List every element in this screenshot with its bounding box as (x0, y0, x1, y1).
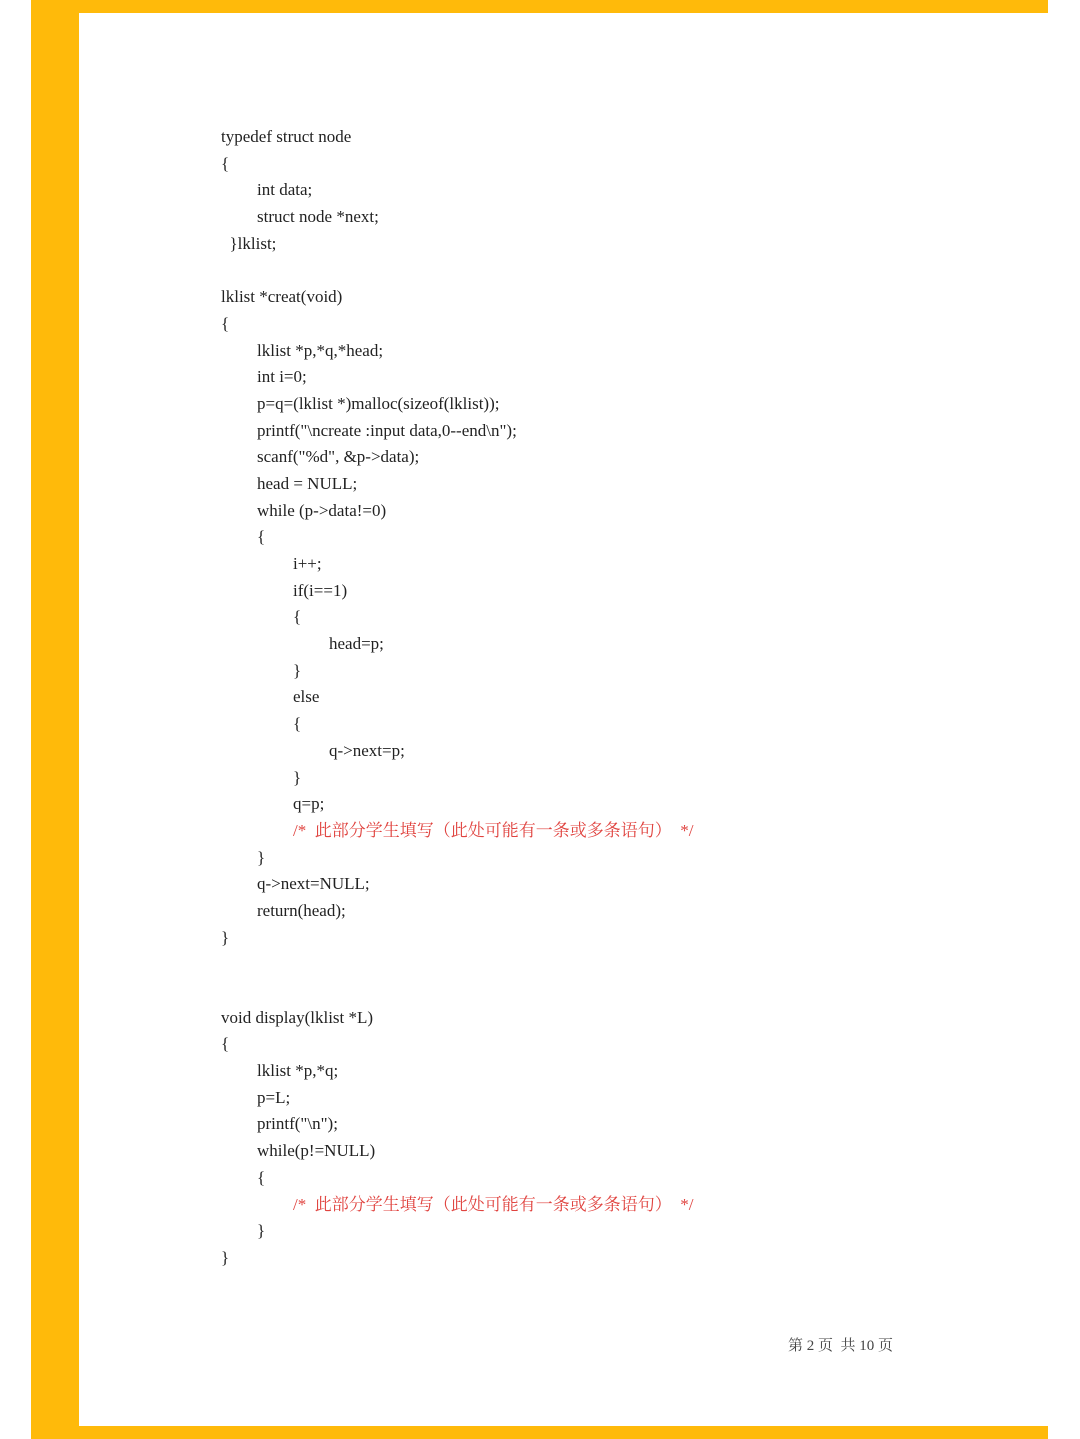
code-line: { (221, 313, 230, 333)
code-line: { (257, 1167, 266, 1187)
student-fill-comment: /* 此部分学生填写（此处可能有一条或多条语句） */ (293, 1194, 694, 1214)
code-line: void display(lklist *L) (221, 1007, 374, 1027)
code-line: p=L; (257, 1087, 291, 1107)
code-line: } (293, 660, 302, 680)
page-number-footer: 第 2 页 共 10 页 (788, 1338, 894, 1354)
code-line: int data; (257, 180, 313, 200)
code-line: if(i==1) (293, 580, 348, 600)
code-line: else (293, 687, 320, 707)
code-line: } (221, 927, 230, 947)
blank-line (221, 978, 693, 1005)
code-line: lklist *creat(void) (221, 287, 343, 307)
code-line: } (293, 767, 302, 787)
code-line: typedef struct node (221, 127, 352, 146)
code-line: { (293, 607, 302, 627)
code-line: lklist *p,*q,*head; (257, 340, 384, 360)
code-line: head = NULL; (257, 473, 358, 493)
code-line: { (257, 527, 266, 547)
code-line: { (293, 714, 302, 734)
code-line: scanf("%d", &p->data); (257, 447, 420, 467)
blank-line (221, 951, 693, 978)
code-line: struct node *next; (257, 207, 379, 227)
code-line: printf("\n"); (257, 1114, 338, 1134)
code-line: return(head); (257, 900, 346, 920)
code-line: lklist *p,*q; (257, 1061, 339, 1081)
code-line: } (257, 1221, 266, 1241)
code-listing (221, 124, 693, 1272)
code-line: int i=0; (257, 367, 307, 387)
code-line: } (257, 847, 266, 867)
code-line: p=q=(lklist *)malloc(sizeof(lklist)); (257, 393, 500, 413)
code-line: { (221, 1034, 230, 1054)
code-line: q->next=NULL; (257, 874, 370, 894)
code-line: { (221, 153, 230, 173)
code-line: q=p; (293, 794, 325, 814)
code-line: printf("\ncreate :input data,0--end\n"); (257, 420, 517, 440)
code-line: i++; (293, 554, 322, 573)
code-line: while(p!=NULL) (257, 1141, 376, 1161)
code-line: }lklist; (221, 233, 277, 253)
blank-line (221, 257, 693, 284)
code-line: q->next=p; (329, 740, 405, 760)
code-line: while (p->data!=0) (257, 500, 387, 520)
code-line: head=p; (329, 634, 384, 654)
code-line: } (221, 1247, 230, 1267)
student-fill-comment: /* 此部分学生填写（此处可能有一条或多条语句） */ (293, 820, 694, 840)
